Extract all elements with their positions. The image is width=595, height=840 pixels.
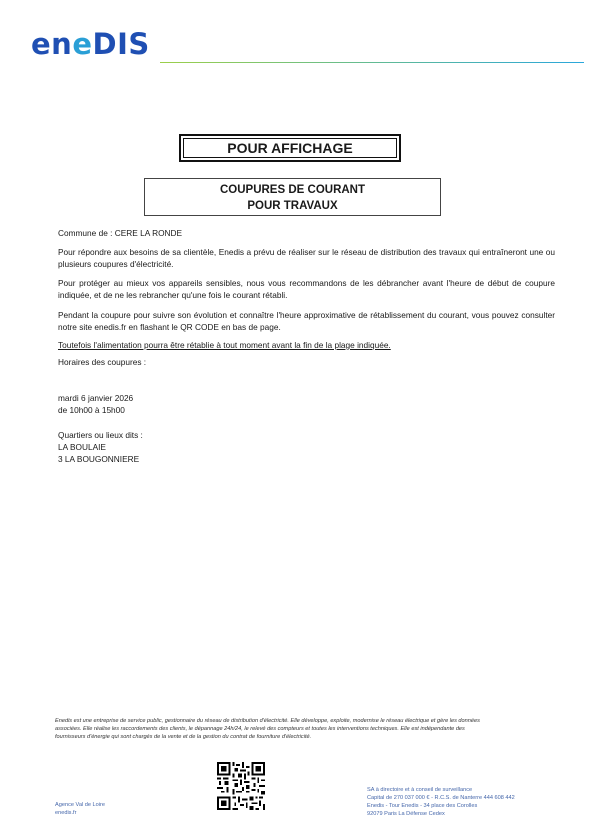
paragraph-2: Pour protéger au mieux vos appareils sensibles, nous vous recommandons de les débrancher avant l'heure de début de coupure indiquée, et de ne les rebrancher qu'une fois le courant rétabli. — [58, 278, 555, 300]
paragraph-3: Pendant la coupure pour suivre son évolution et connaître l'heure approximative de rétablissement du courant, vous pouvez consulter notre site enedis.fr en flashant le QR CODE en bas de page. — [58, 310, 555, 332]
qr-code-icon[interactable] — [217, 762, 265, 810]
legal-line-4: 92079 Paris La Défense Cedex — [367, 811, 445, 817]
title-box — [179, 134, 401, 162]
quartiers-label: Quartiers ou lieux dits : — [58, 430, 143, 440]
legal-line-2: Capital de 270 037 000 € - R.C.S. de Nanterre 444 608 442 — [367, 795, 515, 801]
outage-time: de 10h00 à 15h00 — [58, 405, 125, 415]
legal-line-1: SA à directoire et à conseil de surveillance — [367, 787, 473, 793]
outage-date: mardi 6 janvier 2026 — [58, 393, 134, 403]
footer-line-3: fournisseurs d'énergie qui sont chargés de la vente et de la gestion du contrat de fourniture d'électricité. — [55, 734, 312, 740]
title-text: POUR AFFICHAGE — [183, 138, 397, 158]
subtitle-line-1: COUPURES DE COURANT — [219, 184, 366, 196]
enedis-logo: eneDIS — [31, 27, 150, 61]
paragraph-1: Pour répondre aux besoins de sa clientèle, Enedis a prévu de réaliser sur le réseau de distribution des travaux qui entraîneront une ou plusieurs coupures d'électricité. — [58, 247, 555, 269]
subtitle-line-2: POUR TRAVAUX — [247, 200, 338, 212]
subtitle-box — [144, 178, 441, 216]
footer-line-1: Enedis est une entreprise de service public, gestionnaire du réseau de distribution d'électricité. Elle développe, exploite, modernise le réseau électrique et gère les données — [55, 718, 480, 724]
website-link[interactable]: enedis.fr — [55, 810, 77, 816]
place-item: 3 LA BOUGONNIERE — [58, 454, 140, 464]
warning-text: Toutefois l'alimentation pourra être rétablie à tout moment avant la fin de la plage indiquée. — [58, 340, 391, 350]
commune: Commune de : CERE LA RONDE — [58, 228, 183, 238]
place-item: LA BOULAIE — [58, 442, 106, 452]
header-divider — [160, 62, 584, 63]
legal-info — [367, 786, 515, 818]
agency-info — [55, 801, 105, 817]
footer-description — [55, 717, 549, 741]
legal-line-3: Enedis - Tour Enedis - 34 place des Corolles — [367, 803, 478, 809]
footer-line-2: associées. Elle réalise les raccordements des clients, le dépannage 24h/24, le relevé des compteurs et toutes les interventions techniques. Elle est indépendante des — [55, 726, 465, 732]
horaires-label: Horaires des coupures : — [58, 357, 147, 367]
agency-name: Agence Val de Loire — [55, 802, 105, 808]
